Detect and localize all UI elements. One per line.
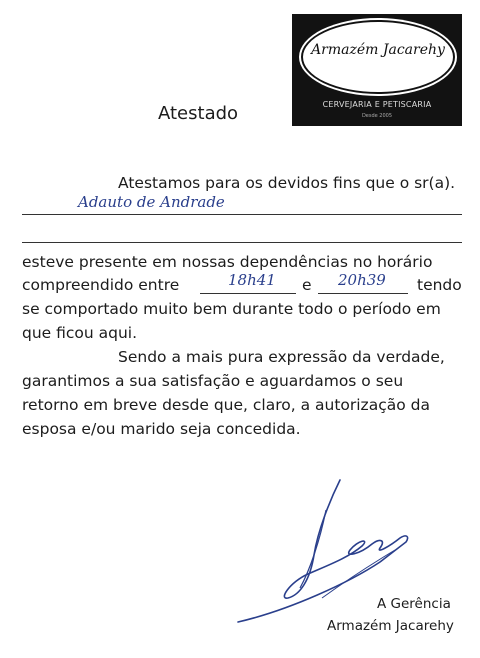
handwritten-name: Adauto de Andrade xyxy=(78,193,225,211)
logo-name: Armazém Jacarehy xyxy=(311,42,445,58)
body-line-3: se comportado muito bem durante todo o período em xyxy=(22,300,441,318)
time-to-line xyxy=(318,293,408,294)
logo-oval xyxy=(301,20,455,94)
body-line-2-mid: e xyxy=(302,276,312,294)
para2-line-1: Sendo a mais pura expressão da verdade, xyxy=(118,348,445,366)
para2-line-3: retorno em breve desde que, claro, a autorização da xyxy=(22,396,430,414)
time-from-line xyxy=(200,293,296,294)
intro-text: Atestamos para os devidos fins que o sr(a). xyxy=(118,174,456,192)
document-title: Atestado xyxy=(158,103,239,124)
body-line-1: esteve presente em nossas dependências no horário xyxy=(22,253,433,271)
handwritten-time-from: 18h41 xyxy=(228,271,276,289)
para2-line-4: esposa e/ou marido seja concedida. xyxy=(22,420,301,438)
signoff-line-1: A Gerência xyxy=(377,596,451,612)
body-line-2-start: compreendido entre xyxy=(22,276,180,294)
name-line xyxy=(22,214,462,215)
para2-line-2: garantimos a sua satisfação e aguardamos o seu xyxy=(22,372,404,390)
signoff-line-2: Armazém Jacarehy xyxy=(327,618,454,634)
body-line-4: que ficou aqui. xyxy=(22,324,138,342)
handwritten-time-to: 20h39 xyxy=(338,271,386,289)
brand-logo xyxy=(292,14,462,126)
blank-line xyxy=(22,242,462,243)
logo-subtitle: CERVEJARIA E PETISCARIA xyxy=(322,100,432,109)
body-line-2-end: tendo xyxy=(417,276,462,294)
logo-year: Desde 2005 xyxy=(361,113,393,119)
